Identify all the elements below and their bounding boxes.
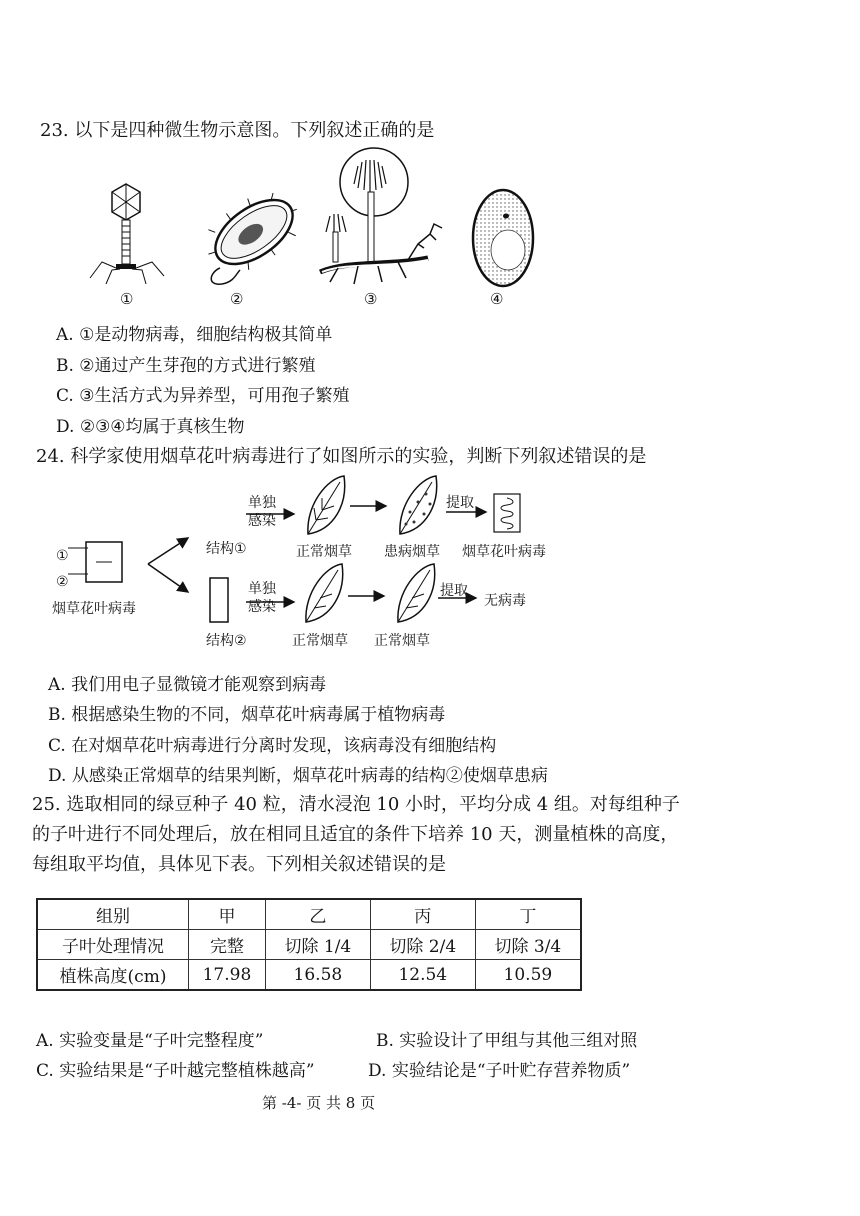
q23-stem: 23. 以下是四种微生物示意图。下列叙述正确的是 [40,120,435,141]
table-cell: 组别 [37,899,189,930]
image-label-4: ④ [490,290,504,308]
infect-label-top-1: 单独 [248,495,276,511]
q23-option-d: D. ②③④均属于真核生物 [56,417,245,437]
table-cell: 乙 [265,899,370,930]
page-footer: 第 -4- 页 共 8 页 [262,1094,376,1112]
table-cell: 12.54 [370,960,475,991]
q24-option-d: D. 从感染正常烟草的结果判断，烟草花叶病毒的结构②使烟草患病 [48,766,548,786]
table-cell: 16.58 [265,960,370,991]
q23-option-a: A. ①是动物病毒，细胞结构极其简单 [56,325,333,345]
image-label-2: ② [230,290,244,308]
no-virus-label: 无病毒 [484,593,526,609]
q25-option-d: D. 实验结论是“子叶贮存营养物质” [368,1061,631,1081]
normal-tobacco-bottom-label-2: 正常烟草 [374,633,430,649]
seed-experiment-table [36,898,582,991]
q24-stem: 24. 科学家使用烟草花叶病毒进行了如图所示的实验，判断下列叙述错误的是 [36,446,647,467]
q25-option-a: A. 实验变量是“子叶完整程度” [36,1031,264,1051]
table-cell: 切除 1/4 [265,930,370,960]
bacteriophage-illustration [84,180,174,290]
table-row [37,930,581,960]
q25-stem-line-2: 的子叶进行不同处理后，放在相同且适宜的条件下培养 10 天，测量植株的高度， [32,824,679,845]
table-cell: 子叶处理情况 [37,930,189,960]
extract-bottom-label: 提取 [440,583,468,599]
table-row [37,960,581,991]
sick-tobacco-label: 患病烟草 [384,544,440,560]
infect-label-top-2: 感染 [248,513,276,529]
table-row [37,899,581,930]
infect-label-bottom-2: 感染 [248,599,276,615]
marker-2: ② [56,574,69,590]
bacterium-illustration [192,186,302,292]
table-cell: 丙 [370,899,475,930]
q25-option-c: C. 实验结果是“子叶越完整植株越高” [36,1061,315,1081]
table-cell: 切除 2/4 [370,930,475,960]
table-cell: 17.98 [189,960,266,991]
table-cell: 10.59 [475,960,581,991]
table-cell: 甲 [189,899,266,930]
image-label-1: ① [120,290,134,308]
structure-1-label: 结构① [206,541,247,557]
image-label-3: ③ [364,290,378,308]
q25-stem-line-1: 25. 选取相同的绿豆种子 40 粒，清水浸泡 10 小时，平均分成 4 组。对每组种子 [32,794,680,815]
table-cell: 切除 3/4 [475,930,581,960]
table-cell: 丁 [475,899,581,930]
q24-option-c: C. 在对烟草花叶病毒进行分离时发现，该病毒没有细胞结构 [48,736,497,756]
q25-option-b: B. 实验设计了甲组与其他三组对照 [376,1031,638,1051]
table-cell: 完整 [189,930,266,960]
normal-tobacco-top-label: 正常烟草 [296,544,352,560]
yeast-illustration [468,186,538,292]
q23-option-b: B. ②通过产生芽孢的方式进行繁殖 [56,356,316,376]
infect-label-bottom-1: 单独 [248,581,276,597]
mold-illustration [318,148,448,288]
table-cell: 植株高度(cm) [37,960,189,991]
q23-option-c: C. ③生活方式为异养型，可用孢子繁殖 [56,386,350,406]
extract-top-label: 提取 [446,495,474,511]
marker-1: ① [56,548,69,564]
tmv-result-label: 烟草花叶病毒 [462,544,546,560]
q25-stem-line-3: 每组取平均值，具体见下表。下列相关叙述错误的是 [32,854,446,875]
q24-option-b: B. 根据感染生物的不同，烟草花叶病毒属于植物病毒 [48,705,446,725]
structure-2-label: 结构② [206,633,247,649]
virus-label: 烟草花叶病毒 [52,601,136,617]
normal-tobacco-bottom-label-1: 正常烟草 [292,633,348,649]
q24-option-a: A. 我们用电子显微镜才能观察到病毒 [48,675,327,695]
